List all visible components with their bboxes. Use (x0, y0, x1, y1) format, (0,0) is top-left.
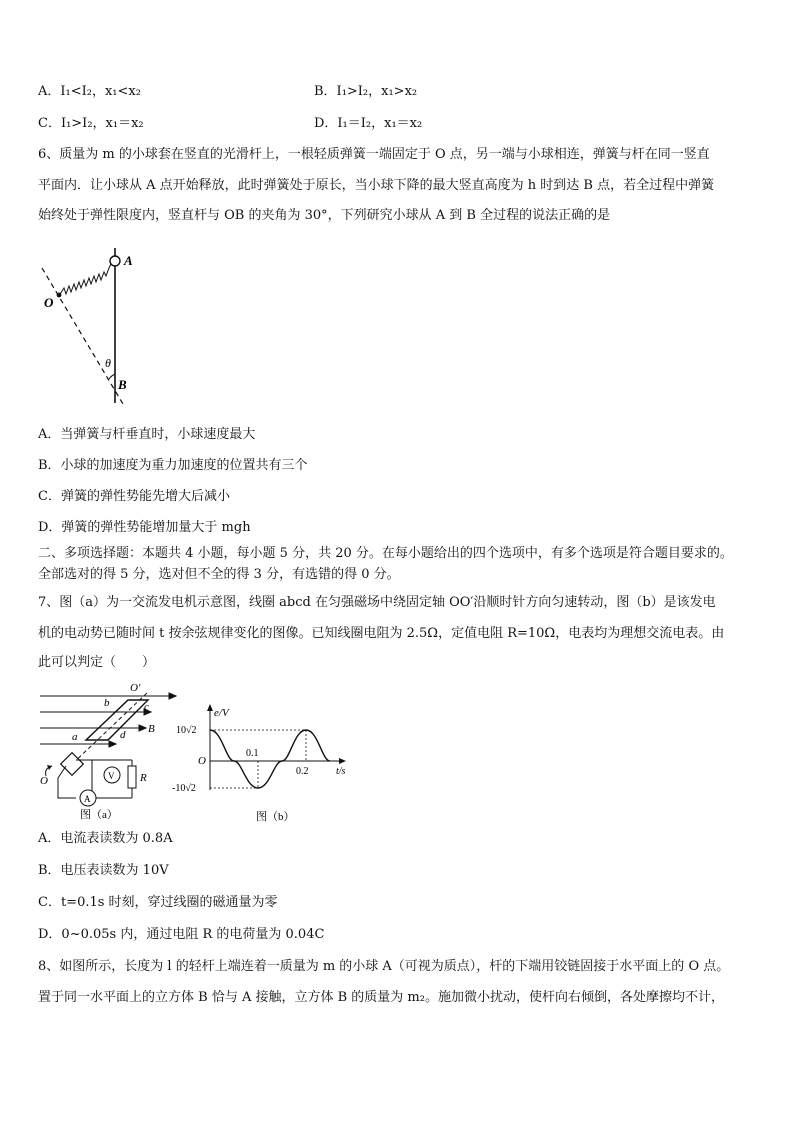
q7-option-a: A．电流表读数为 0.8A (38, 831, 173, 846)
graph-xlabel: t/s (336, 766, 346, 777)
q6-stem-line1: 6、质量为 m 的小球套在竖直的光滑杆上，一根轻质弹簧一端固定于 O 点，另一端与小球相连，弹簧与杆在同一竖直 (38, 147, 710, 162)
section2-line2: 全部选对的得 5 分，选对但不全的得 3 分，有选错的得 0 分。 (38, 567, 400, 582)
q7-stem-line2: 机的电动势已随时间 t 按余弦规律变化的图像。已知线圈电阻为 2.5Ω，定值电阻 R=10Ω，电表均为理想交流电表。由 (38, 626, 725, 641)
label-voltmeter: V (108, 771, 115, 781)
graph-ymax: 10√2 (176, 725, 197, 736)
q6-option-a: A．当弹簧与杆垂直时，小球速度最大 (38, 427, 256, 442)
label-c: c (144, 701, 149, 713)
q6-stem-line3: 始终处于弹性限度内，竖直杆与 OB 的夹角为 30°，下列研究小球从 A 到 B 全过程的说法正确的是 (38, 208, 611, 223)
label-o-prime: O′ (130, 682, 141, 694)
q7-figure-a (36, 680, 181, 825)
q7-option-c: C．t=0.1s 时刻，穿过线圈的磁通量为零 (38, 895, 278, 910)
q7-stem-line1: 7、图（a）为一交流发电机示意图，线圈 abcd 在匀强磁场中绕固定轴 OO′沿顺时针方向匀速转动，图（b）是该发电 (38, 595, 716, 610)
label-a-small: a (72, 731, 78, 743)
label-theta: θ (105, 356, 111, 370)
label-b: B (118, 377, 127, 392)
caption-a: 图（a） (80, 809, 118, 821)
q6-stem-line2: 平面内．让小球从 A 点开始释放，此时弹簧处于原长，当小球下降的最大竖直高度为 h 时到达 B 点，若全过程中弹簧 (38, 178, 715, 193)
q5-option-b: B．I₁>I₂，x₁>x₂ (314, 84, 418, 99)
q5-option-c: C．I₁>I₂，x₁＝x₂ (38, 116, 144, 131)
graph-tick-02: 0.2 (296, 766, 309, 777)
emf-curve (210, 730, 330, 788)
q7-stem-line3: 此可以判定（ ） (38, 655, 156, 670)
label-a: A (124, 253, 133, 268)
ob-dashed-line (42, 268, 123, 404)
q7-figure-b (172, 700, 362, 828)
spring (60, 264, 111, 294)
graph-tick-01: 0.1 (246, 748, 259, 759)
label-o-axis: O (40, 775, 48, 787)
caption-b: 图（b） (256, 811, 295, 823)
label-field-b: B (148, 723, 155, 735)
section2-line1: 二、多项选择题：本题共 4 小题，每小题 5 分，共 20 分。在每小题给出的四个选项中，有多个选项是符合题目要求的。 (38, 546, 733, 561)
q7-option-d: D．0~0.05s 内，通过电阻 R 的电荷量为 0.04C (38, 927, 325, 942)
graph-ymin: -10√2 (172, 783, 196, 794)
q5-option-d: D．I₁＝I₂，x₁＝x₂ (314, 116, 423, 131)
label-o: O (44, 295, 54, 310)
resistor-r (128, 766, 136, 788)
q6-option-c: C．弹簧的弹性势能先增大后减小 (38, 489, 230, 504)
q6-figure (38, 248, 148, 408)
label-d: d (120, 729, 126, 741)
graph-origin: O (198, 755, 206, 767)
q8-line2: 置于同一水平面上的立方体 B 恰与 A 接触，立方体 B 的质量为 m₂。施加微小扰动，使杆向右倾倒，各处摩擦均不计， (38, 990, 724, 1005)
q8-line1: 8、如图所示，长度为 l 的轻杆上端连着一质量为 m 的小球 A（可视为质点），杆的下端用铰链固接于水平面上的 O 点。 (38, 959, 730, 974)
coil (86, 700, 148, 740)
label-ammeter: A (84, 794, 91, 804)
angle-arc (109, 374, 115, 379)
graph-ylabel: e/V (214, 707, 229, 719)
q7-option-b: B．电压表读数为 10V (38, 863, 169, 878)
label-b-small: b (104, 697, 110, 709)
q5-option-a: A．I₁<I₂，x₁<x₂ (38, 84, 141, 99)
fixed-point-o (57, 293, 62, 298)
ball-a (110, 256, 120, 266)
q6-option-b: B．小球的加速度为重力加速度的位置共有三个 (38, 458, 308, 473)
q6-option-d: D．弹簧的弹性势能增加量大于 mgh (38, 520, 251, 535)
label-r: R (140, 772, 147, 784)
